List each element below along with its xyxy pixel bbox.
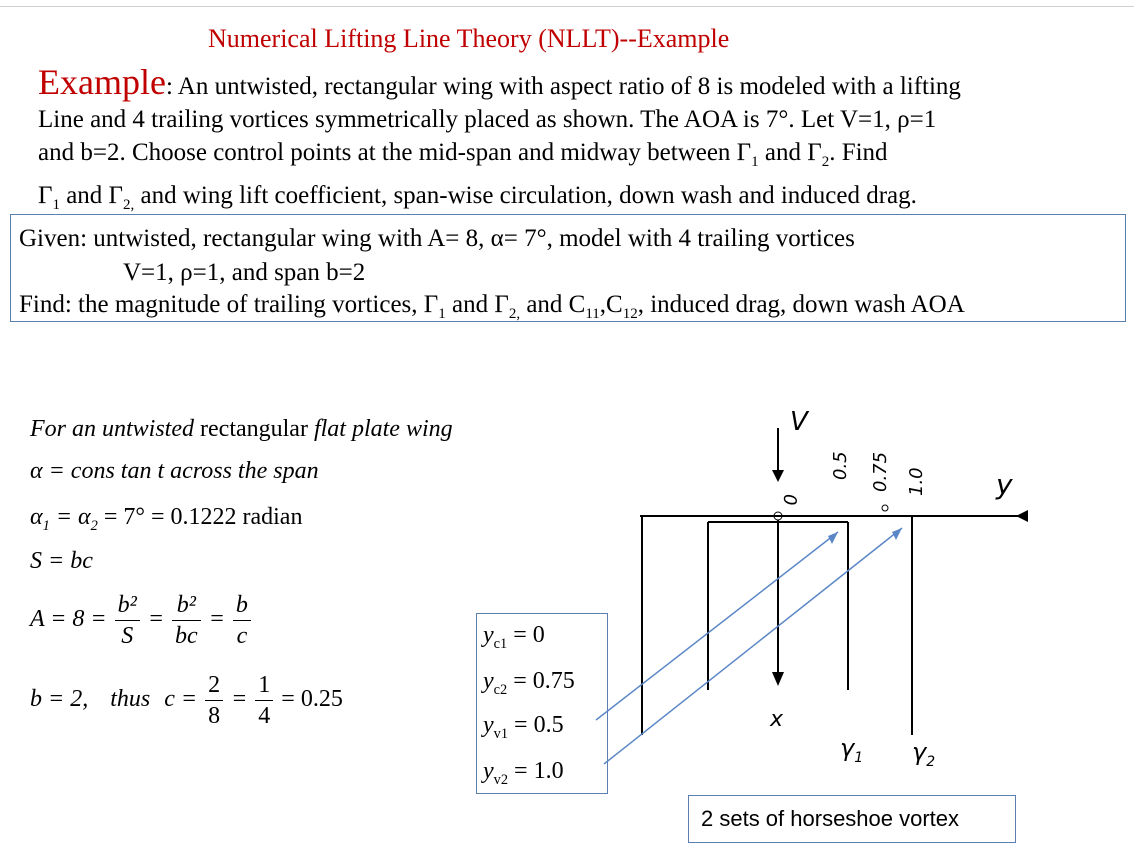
- problem-line-3: and b=2. Choose control points at the mid-span and midway between $\Gamma_1$ and $\Gamma_2$. Find: [38, 139, 888, 170]
- fraction-2-over-8: $\frac{2}{8}$: [205, 670, 223, 731]
- math-line-alpha-value: $\alpha_1 = \alpha_2 = 7^\circ = 0.1222$ radian: [30, 504, 303, 534]
- tick-label-0-75: 0.75: [870, 451, 891, 492]
- problem-line-2: Line and 4 trailing vortices symmetrically placed as shown. The AOA is 7°. Let V=1, ρ=1: [38, 106, 937, 133]
- pointer-arrowhead-yv2: [892, 528, 902, 540]
- pointer-arrow-yv2: [604, 528, 902, 764]
- yv2-value: $y_{v2} = 1.0$: [483, 758, 564, 788]
- tick-label-0: 0: [779, 494, 800, 506]
- freestream-label: V: [790, 407, 808, 437]
- x-axis-arrowhead: [772, 672, 784, 686]
- given-line: Given: untwisted, rectangular wing with A= 8, α= 7°, model with 4 trailing vortices: [19, 225, 855, 252]
- math-line-aspect-ratio: A = 8 = $\frac{\text{b²}}{S}$ = $\frac{\text{b²}}{bc}$ = $\frac{b}{c}$: [30, 590, 253, 651]
- problem-line-1: Example: An untwisted, rectangular wing with aspect ratio of 8 is modeled with a lifting: [38, 62, 961, 102]
- fraction-b2-over-s: $\frac{\text{b²}}{S}$: [115, 590, 140, 651]
- gamma-2-label: $\gamma_2$: [912, 738, 936, 770]
- example-heading: Example: [38, 62, 166, 102]
- problem-line-4: $\Gamma_1$ and $\Gamma_{2,}$ and wing lift coefficient, span-wise circulation, down wash and induced drag.: [38, 182, 917, 213]
- horseshoe-caption-box: 2 sets of horseshoe vortex: [688, 795, 1016, 843]
- y-axis-arrowhead: [1016, 510, 1028, 522]
- math-line-flat-plate: For an untwisted rectangular flat plate wing: [30, 416, 453, 442]
- tick-label-0-5: 0.5: [830, 451, 851, 480]
- fraction-b-over-c: $\frac{b}{c}$: [233, 590, 251, 651]
- yc2-value: $y_{c2} = 0.75$: [483, 668, 575, 698]
- x-axis-label: x: [770, 707, 784, 732]
- pointer-arrowhead-yv1: [828, 532, 838, 544]
- yc1-value: $y_{c1} = 0$: [483, 622, 545, 652]
- math-line-area: S = bc: [30, 548, 93, 574]
- freestream-arrowhead: [772, 470, 784, 482]
- control-point-marker: [882, 505, 888, 511]
- fraction-1-over-4: $\frac{1}{4}$: [255, 670, 273, 731]
- yv1-value: $y_{v1} = 0.5$: [483, 712, 564, 742]
- fraction-b2-over-bc: $\frac{\text{b²}}{bc}$: [172, 590, 201, 651]
- find-line: Find: the magnitude of trailing vortices, $\Gamma_1$ and $\Gamma_{2,}$ and $C_{11},C_{12}$, induced drag, down wash AOA: [19, 291, 965, 322]
- pointer-arrow-yv1: [596, 532, 838, 720]
- gamma-1-label: $\gamma_1$: [840, 734, 864, 766]
- page-title: Numerical Lifting Line Theory (NLLT)--Example: [208, 24, 730, 53]
- math-line-alpha-constant: α = cons tan t across the span: [30, 458, 319, 484]
- y-axis-label: y: [996, 468, 1013, 501]
- tick-label-1-0: 1.0: [906, 467, 927, 496]
- given-conditions: V=1, ρ=1, and span b=2: [123, 259, 366, 286]
- math-line-chord: b = 2, thus c = $\frac{2}{8}$ = $\frac{1}{4}$ = 0.25: [30, 672, 343, 729]
